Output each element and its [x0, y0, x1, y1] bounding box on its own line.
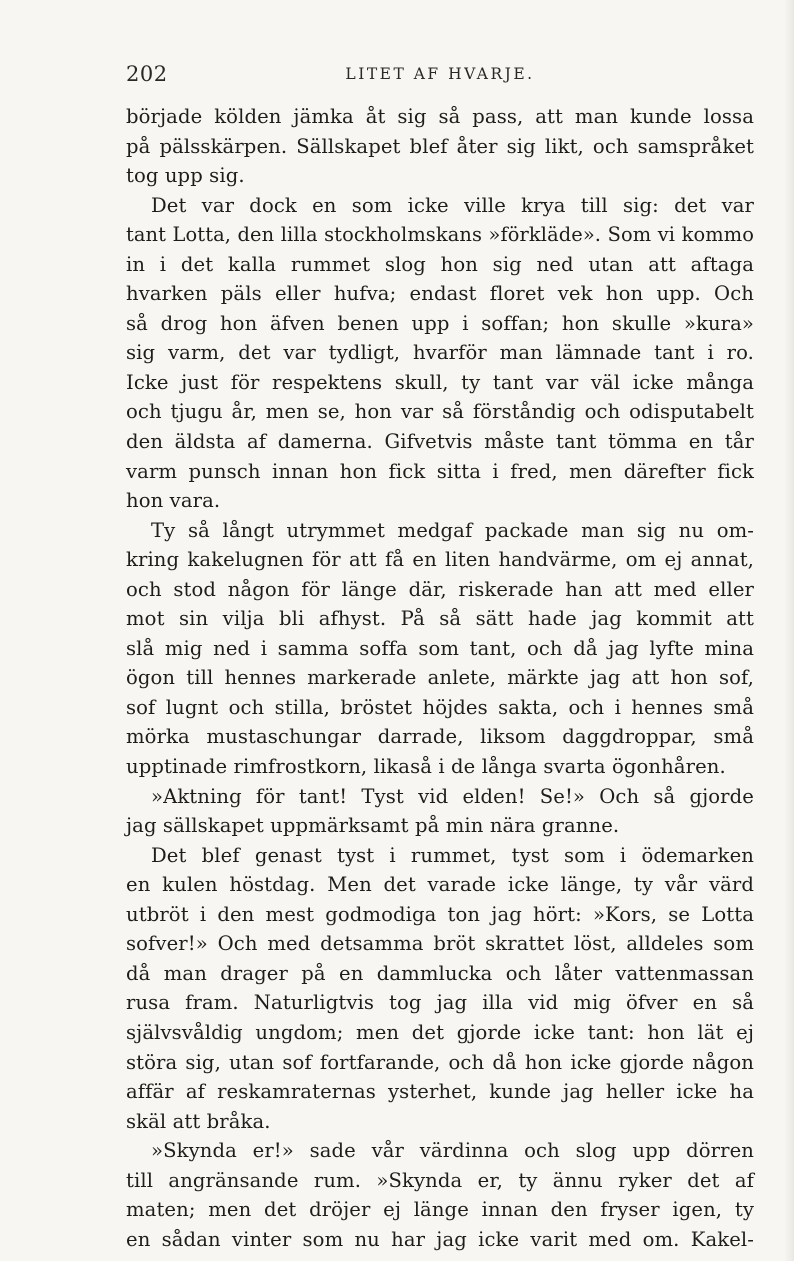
- text-line: upptinade rimfrostkorn, likaså i de långa svarta ögonhåren.: [126, 755, 726, 779]
- page-edge-shadow: [784, 0, 794, 1261]
- text-line: Icke just för respektens skull, ty tant var väl icke många: [126, 370, 754, 394]
- text-line: tog upp sig.: [126, 164, 245, 188]
- text-line: en sådan vinter som nu har jag icke varit med om. Kakel-: [126, 1227, 754, 1251]
- text-line: jag sällskapet uppmärksamt på min nära granne.: [126, 814, 620, 838]
- text-line: sofver!» Och med detsamma bröt skrattet löst, alldeles som: [126, 932, 754, 956]
- text-line: hvarken päls eller hufva; endast floret vek hon upp. Och: [126, 282, 754, 306]
- text-line: utbröt i den mest godmodiga ton jag hört: »Kors, se Lotta: [126, 902, 754, 926]
- text-line: Det var dock en som icke ville krya till sig: det var: [151, 193, 754, 217]
- body-text: [126, 102, 754, 1254]
- text-line: »Aktning för tant! Tyst vid elden! Se!» Och så gjorde: [151, 784, 754, 808]
- text-line: sig varm, det var tydligt, hvarför man lämnade tant i ro.: [126, 341, 754, 365]
- page-header: [126, 62, 754, 92]
- page-number: 202: [126, 62, 168, 86]
- text-line: mot sin vilja bli afhyst. På så sätt hade jag kommit att: [126, 607, 754, 631]
- text-line: hon vara.: [126, 489, 221, 513]
- text-line: och stod någon för länge där, riskerade han att med eller: [126, 577, 754, 601]
- text-line: mörka mustaschungar darrade, liksom daggdroppar, små: [126, 725, 754, 749]
- text-line: Ty så långt utrymmet medgaf packade man sig nu om-: [151, 518, 754, 542]
- text-line: började kölden jämka åt sig så pass, att man kunde lossa: [126, 105, 754, 128]
- text-line: affär af reskamraternas ysterhet, kunde jag heller icke ha: [126, 1080, 754, 1104]
- text-line: så drog hon äfven benen upp i soffan; hon skulle »kura»: [126, 311, 754, 335]
- text-line: varm punsch innan hon fick sitta i fred, men därefter fick: [126, 459, 754, 483]
- text-line: till angränsande rum. »Skynda er, ty ännu ryker det af: [126, 1168, 754, 1192]
- text-line: störa sig, utan sof fortfarande, och då hon icke gjorde någon: [126, 1050, 754, 1074]
- text-line: kring kakelugnen för att få en liten handvärme, om ej annat,: [126, 548, 754, 572]
- text-line: »Skynda er!» sade vår värdinna och slog upp dörren: [151, 1139, 754, 1163]
- text-line: på pälsskärpen. Sällskapet blef åter sig likt, och samspråket: [126, 134, 754, 158]
- text-line: och tjugu år, men se, hon var så förståndig och odisputabelt: [126, 400, 754, 424]
- text-line: då man drager på en dammlucka och låter vattenmassan: [126, 961, 754, 985]
- text-line: in i det kalla rummet slog hon sig ned utan att aftaga: [126, 252, 754, 276]
- text-line: Det blef genast tyst i rummet, tyst som i ödemarken: [151, 843, 754, 867]
- text-line: maten; men det dröjer ej länge innan den fryser igen, ty: [126, 1198, 754, 1222]
- text-line: sof lugnt och stilla, bröstet höjdes sakta, och i hennes små: [126, 695, 754, 719]
- running-title: LITET AF HVARJE.: [345, 65, 535, 83]
- text-line: rusa fram. Naturligtvis tog jag illa vid mig öfver en så: [126, 991, 754, 1015]
- text-line: den äldsta af damerna. Gifvetvis måste tant tömma en tår: [126, 430, 754, 454]
- text-line: självsvåldig ungdom; men det gjorde icke tant: hon lät ej: [126, 1020, 754, 1044]
- text-line: en kulen höstdag. Men det varade icke länge, ty vår värd: [126, 873, 754, 897]
- text-line: slå mig ned i samma soffa som tant, och då jag lyfte mina: [126, 636, 754, 660]
- text-line: tant Lotta, den lilla stockholmskans »förkläde». Som vi kommo: [126, 223, 754, 247]
- text-line: ögon till hennes markerade anlete, märkte jag att hon sof,: [126, 666, 754, 690]
- text-line: skäl att bråka.: [126, 1109, 271, 1133]
